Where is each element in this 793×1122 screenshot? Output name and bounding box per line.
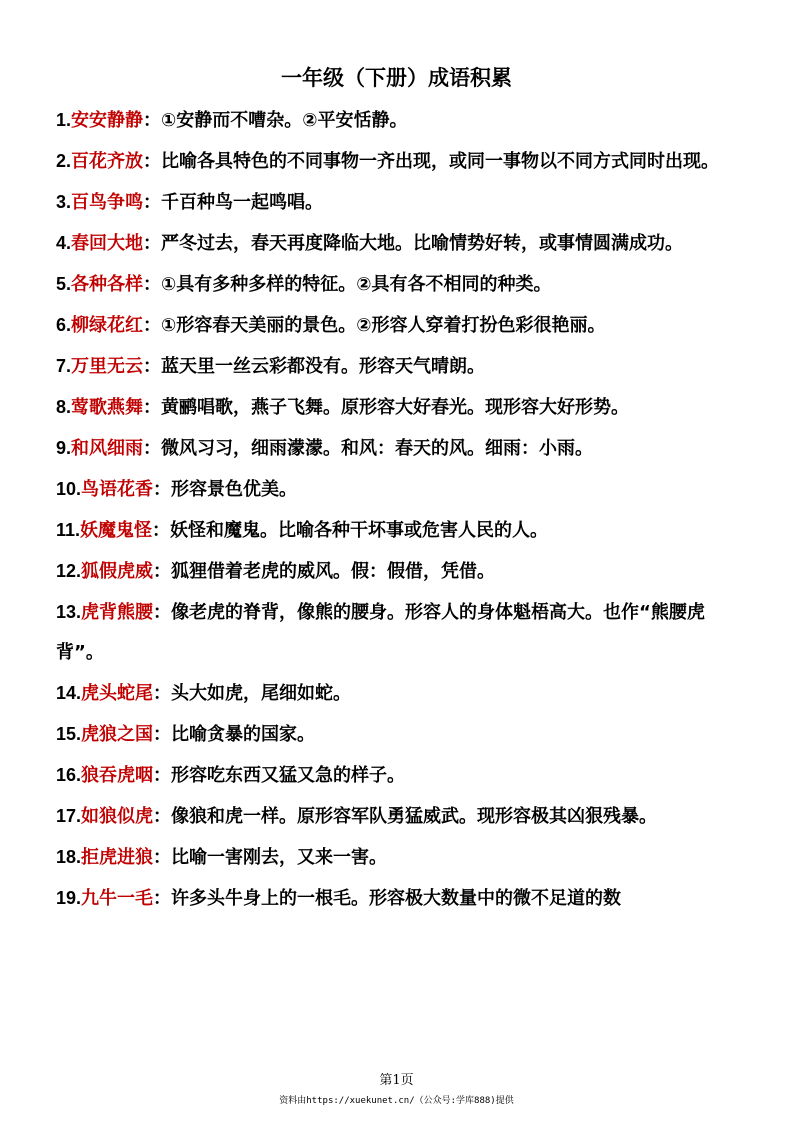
entry-separator: ： bbox=[143, 110, 162, 131]
idiom-entry bbox=[56, 551, 736, 592]
entry-number: 5. bbox=[56, 274, 72, 294]
idiom-definition: ①形容春天美丽的景色。②形容人穿着打扮色彩很艳丽。 bbox=[161, 315, 606, 336]
idiom-definition: 头大如虎，尾细如蛇。 bbox=[171, 683, 352, 704]
entry-separator: ： bbox=[153, 847, 172, 868]
entry-separator: ： bbox=[143, 438, 162, 459]
page-number: 第1页 bbox=[379, 1073, 414, 1088]
idiom-definition: 严冬过去，春天再度降临大地。比喻情势好转，或事情圆满成功。 bbox=[161, 233, 684, 254]
idiom-term: 虎头蛇尾 bbox=[81, 683, 154, 704]
entry-number: 15. bbox=[56, 724, 82, 744]
idiom-definition: 像老虎的脊背，像熊的腰身。形容人的身体魁梧高大。也作“熊腰虎背”。 bbox=[56, 602, 705, 663]
idiom-term: 百花齐放 bbox=[71, 151, 144, 172]
idiom-entry bbox=[56, 141, 736, 182]
idiom-definition: 形容吃东西又猛又急的样子。 bbox=[171, 765, 406, 786]
idiom-entry bbox=[56, 223, 736, 264]
entry-number: 1. bbox=[56, 110, 72, 130]
entry-separator: ： bbox=[143, 356, 162, 377]
page-title: 一年级（下册）成语积累 bbox=[281, 66, 512, 90]
idiom-entry bbox=[56, 714, 736, 755]
idiom-term: 安安静静 bbox=[71, 110, 144, 131]
entry-separator: ： bbox=[143, 151, 162, 172]
idiom-definition: ①具有多种多样的特征。②具有各不相同的种类。 bbox=[161, 274, 552, 295]
idiom-term: 百鸟争鸣 bbox=[71, 192, 144, 213]
idiom-term: 春回大地 bbox=[71, 233, 144, 254]
entry-separator: ： bbox=[153, 561, 172, 582]
idiom-definition: 许多头牛身上的一根毛。形容极大数量中的微不足道的数 bbox=[171, 888, 622, 909]
idiom-term: 各种各样 bbox=[71, 274, 144, 295]
idiom-list bbox=[56, 100, 736, 919]
entry-separator: ： bbox=[143, 315, 162, 336]
entry-separator: ： bbox=[152, 520, 171, 541]
idiom-term: 万里无云 bbox=[71, 356, 144, 377]
entry-number: 11. bbox=[56, 520, 81, 540]
idiom-entry bbox=[56, 305, 736, 346]
idiom-entry bbox=[56, 346, 736, 387]
entry-number: 2. bbox=[56, 151, 72, 171]
idiom-term: 和风细雨 bbox=[71, 438, 144, 459]
idiom-entry bbox=[56, 796, 736, 837]
idiom-term: 虎狼之国 bbox=[81, 724, 154, 745]
idiom-term: 鸟语花香 bbox=[81, 479, 154, 500]
entry-number: 8. bbox=[56, 397, 72, 417]
idiom-definition: 比喻各具特色的不同事物一齐出现，或同一事物以不同方式同时出现。 bbox=[161, 151, 720, 172]
idiom-definition: 像狼和虎一样。原形容军队勇猛威武。现形容极其凶狠残暴。 bbox=[171, 806, 658, 827]
idiom-definition: 比喻一害刚去，又来一害。 bbox=[171, 847, 388, 868]
entry-separator: ： bbox=[143, 233, 162, 254]
entry-number: 12. bbox=[56, 561, 82, 581]
idiom-term: 莺歌燕舞 bbox=[71, 397, 144, 418]
idiom-definition: 比喻贪暴的国家。 bbox=[171, 724, 316, 745]
idiom-definition: 微风习习，细雨濛濛。和风：春天的风。细雨：小雨。 bbox=[161, 438, 594, 459]
entry-number: 3. bbox=[56, 192, 72, 212]
idiom-term: 虎背熊腰 bbox=[81, 602, 154, 623]
idiom-entry bbox=[56, 510, 736, 551]
idiom-definition: 千百种鸟一起鸣唱。 bbox=[161, 192, 324, 213]
source-note: 资料由https://xuekunet.cn/（公众号:学库888)提供 bbox=[279, 1096, 514, 1106]
idiom-definition: ①安静而不嘈杂。②平安恬静。 bbox=[161, 110, 408, 131]
entry-separator: ： bbox=[153, 724, 172, 745]
entry-number: 14. bbox=[56, 683, 82, 703]
idiom-definition: 黄鹂唱歌，燕子飞舞。原形容大好春光。现形容大好形势。 bbox=[161, 397, 630, 418]
entry-separator: ： bbox=[143, 192, 162, 213]
idiom-term: 九牛一毛 bbox=[81, 888, 154, 909]
idiom-definition: 妖怪和魔鬼。比喻各种干坏事或危害人民的人。 bbox=[170, 520, 549, 541]
idiom-term: 狐假虎威 bbox=[81, 561, 154, 582]
entry-number: 9. bbox=[56, 438, 72, 458]
entry-number: 6. bbox=[56, 315, 72, 335]
entry-separator: ： bbox=[153, 479, 172, 500]
idiom-entry bbox=[56, 182, 736, 223]
idiom-entry bbox=[56, 878, 736, 919]
idiom-entry bbox=[56, 387, 736, 428]
idiom-entry bbox=[56, 592, 736, 673]
idiom-entry bbox=[56, 673, 736, 714]
entry-separator: ： bbox=[143, 274, 162, 295]
entry-separator: ： bbox=[153, 602, 172, 623]
entry-number: 13. bbox=[56, 602, 82, 622]
entry-number: 17. bbox=[56, 806, 82, 826]
idiom-definition: 狐狸借着老虎的威风。假：假借，凭借。 bbox=[171, 561, 496, 582]
entry-number: 19. bbox=[56, 888, 82, 908]
idiom-entry bbox=[56, 755, 736, 796]
idiom-entry bbox=[56, 264, 736, 305]
idiom-entry bbox=[56, 100, 736, 141]
entry-separator: ： bbox=[153, 806, 172, 827]
entry-number: 10. bbox=[56, 479, 82, 499]
entry-separator: ： bbox=[153, 683, 172, 704]
entry-separator: ： bbox=[143, 397, 162, 418]
idiom-term: 妖魔鬼怪 bbox=[80, 520, 153, 541]
idiom-term: 如狼似虎 bbox=[81, 806, 154, 827]
entry-separator: ： bbox=[153, 888, 172, 909]
entry-number: 16. bbox=[56, 765, 82, 785]
idiom-term: 柳绿花红 bbox=[71, 315, 144, 336]
idiom-definition: 蓝天里一丝云彩都没有。形容天气晴朗。 bbox=[161, 356, 486, 377]
entry-number: 4. bbox=[56, 233, 72, 253]
idiom-term: 狼吞虎咽 bbox=[81, 765, 154, 786]
idiom-definition: 形容景色优美。 bbox=[171, 479, 298, 500]
idiom-entry bbox=[56, 469, 736, 510]
idiom-entry bbox=[56, 428, 736, 469]
entry-number: 18. bbox=[56, 847, 82, 867]
idiom-entry bbox=[56, 837, 736, 878]
entry-number: 7. bbox=[56, 356, 72, 376]
entry-separator: ： bbox=[153, 765, 172, 786]
idiom-term: 拒虎进狼 bbox=[81, 847, 154, 868]
